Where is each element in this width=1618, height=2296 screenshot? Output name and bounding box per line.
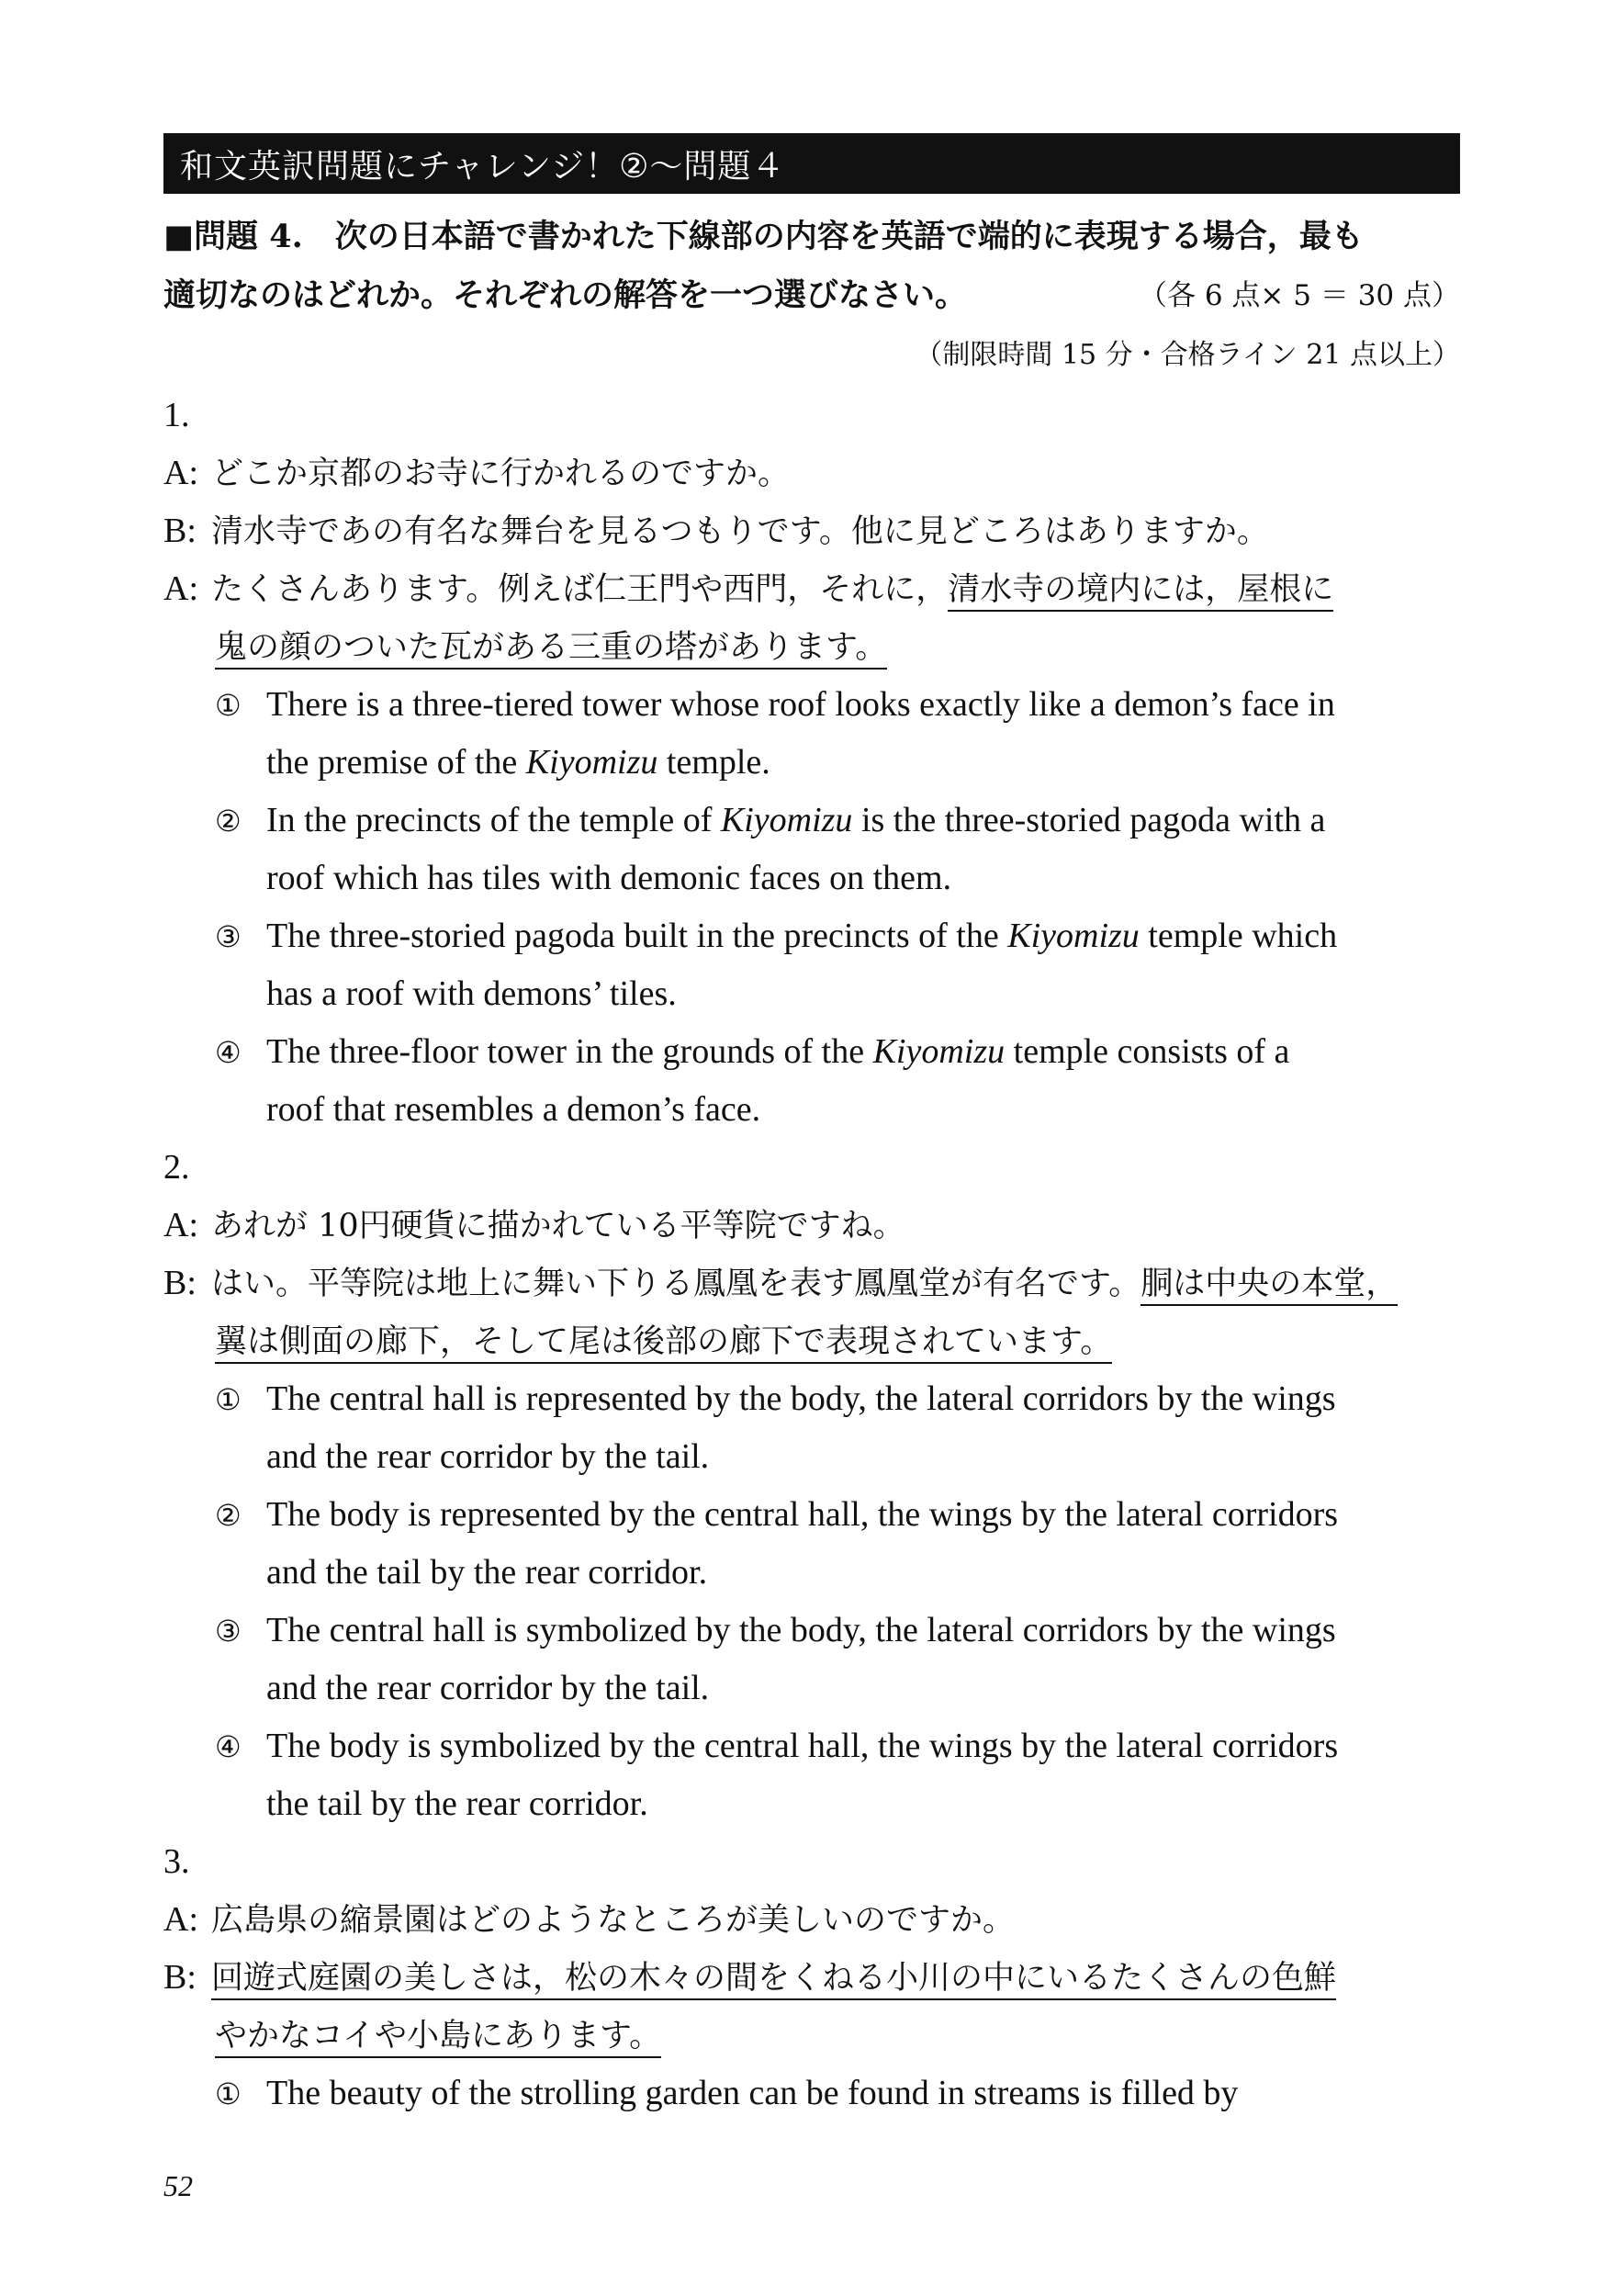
section-header <box>163 133 1460 194</box>
dialogue-line <box>163 1952 1460 2004</box>
option-marker: ② <box>215 1498 242 1533</box>
underlined-text: 鬼の顔のついた瓦がある三重の塔があります。 <box>215 629 887 670</box>
option-continued: roof that resembles a demon’s face. <box>266 1090 761 1129</box>
speaker-label: A: <box>163 1206 198 1244</box>
option-continued: and the rear corridor by the tail. <box>266 1437 710 1476</box>
option-marker: ② <box>215 804 242 838</box>
option[interactable] <box>215 1604 1460 1657</box>
option-text: temple consists of a <box>1005 1032 1290 1071</box>
italic-term: Kiyomizu <box>872 1032 1006 1071</box>
speaker-label: A: <box>163 569 198 608</box>
option-marker: ④ <box>215 1729 242 1764</box>
option-marker: ① <box>215 688 242 723</box>
italic-term: Kiyomizu <box>1007 917 1140 955</box>
option-text: the premise of the <box>266 743 526 782</box>
dialogue-line <box>163 1199 1460 1252</box>
option-continued: has a roof with demons’ tiles. <box>266 974 677 1013</box>
option-text: There is a three-tiered tower whose roof looks exactly like a demon’s face in <box>266 685 1335 724</box>
option[interactable] <box>215 794 1460 847</box>
section-title: 和文英訳問題にチャレンジ！②〜問題４ <box>180 147 786 186</box>
time-limit: （制限時間 15 分・合格ライン 21 点以上） <box>915 339 1460 371</box>
speaker-label: A: <box>163 1900 198 1939</box>
dialogue-line <box>163 563 1460 615</box>
instruction-line-1: ■問題 4. 次の日本語で書かれた下線部の内容を英語で端的に表現する場合，最も <box>163 218 1364 255</box>
option-text: The body is symbolized by the central hall, the wings by the lateral corridors <box>266 1727 1339 1765</box>
option[interactable] <box>215 2067 1460 2120</box>
option-text: temple. <box>657 743 770 782</box>
dialogue-text: 清水寺であの有名な舞台を見るつもりです。他に見どころはありますか。 <box>211 513 1269 550</box>
option-text: The three-storied pagoda built in the precincts of the <box>266 917 1008 955</box>
option-marker: ① <box>215 2077 242 2111</box>
dialogue-line <box>163 1257 1460 1310</box>
underlined-text: 胴は中央の本堂， <box>1140 1266 1398 1306</box>
speaker-label: B: <box>163 512 197 550</box>
italic-term: Kiyomizu <box>720 801 853 839</box>
option[interactable] <box>215 1489 1460 1541</box>
option-marker: ④ <box>215 1035 242 1070</box>
dialogue-text: たくさんあります。例えば仁王門や西門，それに， <box>211 571 949 608</box>
question-number: 1. <box>163 396 190 434</box>
speaker-label: B: <box>163 1264 197 1302</box>
dialogue-text: どこか京都のお寺に行かれるのですか。 <box>211 456 791 492</box>
dialogue-line <box>163 1894 1460 1946</box>
option-text: The beauty of the strolling garden can be found in streams is filled by <box>266 2074 1239 2112</box>
dialogue-text: あれが 10円硬貨に描かれている平等院ですね。 <box>211 1208 905 1244</box>
option-continued <box>266 737 1460 788</box>
instruction-text: 適切なのはどれか。それぞれの解答を一つ選びなさい。 <box>163 276 968 314</box>
dialogue-line <box>163 505 1460 557</box>
dialogue-text: 広島県の縮景園はどのようなところが美しいのですか。 <box>211 1902 1016 1939</box>
option-text: The central hall is represented by the body, the lateral corridors by the wings <box>266 1379 1336 1418</box>
option-text: is the three-storied pagoda with a <box>852 801 1326 839</box>
underlined-text: 回遊式庭園の美しさは，松の木々の間をくねる小川の中にいるたくさんの色鮮 <box>211 1960 1336 2000</box>
underlined-text: やかなコイや小島にあります。 <box>215 2018 661 2058</box>
underlined-text: 清水寺の境内には，屋根に <box>948 571 1333 612</box>
option-text: The body is represented by the central hall, the wings by the lateral corridors <box>266 1495 1339 1534</box>
option-text: In the precincts of the temple of <box>266 801 721 839</box>
dialogue-line-continued <box>215 1315 1460 1367</box>
dialogue-line-continued <box>215 2009 1460 2062</box>
instruction-line-2 <box>163 268 1460 323</box>
option-text: The three-floor tower in the grounds of the <box>266 1032 873 1071</box>
speaker-label: A: <box>163 454 198 492</box>
option-continued: and the tail by the rear corridor. <box>266 1553 708 1592</box>
option-marker: ③ <box>215 1614 242 1649</box>
underlined-text: 翼は側面の廊下，そして尾は後部の廊下で表現されています。 <box>215 1323 1112 1364</box>
option[interactable] <box>215 1373 1460 1425</box>
question-number: 2. <box>163 1148 190 1187</box>
question-number: 3. <box>163 1842 190 1881</box>
speaker-label: B: <box>163 1958 197 1997</box>
option-continued: and the rear corridor by the tail. <box>266 1669 710 1707</box>
option[interactable] <box>215 679 1460 731</box>
dialogue-line-continued <box>215 621 1460 673</box>
option-marker: ③ <box>215 919 242 954</box>
option-marker: ① <box>215 1382 242 1417</box>
option-continued: roof which has tiles with demonic faces on them. <box>266 859 952 897</box>
option[interactable] <box>215 910 1460 962</box>
dialogue-text: はい。平等院は地上に舞い下りる鳳凰を表す鳳凰堂が有名です。 <box>211 1266 1141 1302</box>
dialogue-line <box>163 447 1460 500</box>
option-continued: the tail by the rear corridor. <box>266 1784 648 1823</box>
page-number: 52 <box>163 2169 193 2202</box>
option[interactable] <box>215 1026 1460 1078</box>
score-info: （各 6 点× 5 ＝ 30 点） <box>1139 279 1460 312</box>
option-text: The central hall is symbolized by the body, the lateral corridors by the wings <box>266 1611 1336 1649</box>
option[interactable] <box>215 1720 1460 1773</box>
option-text: temple which <box>1139 917 1338 955</box>
italic-term: Kiyomizu <box>525 743 658 782</box>
